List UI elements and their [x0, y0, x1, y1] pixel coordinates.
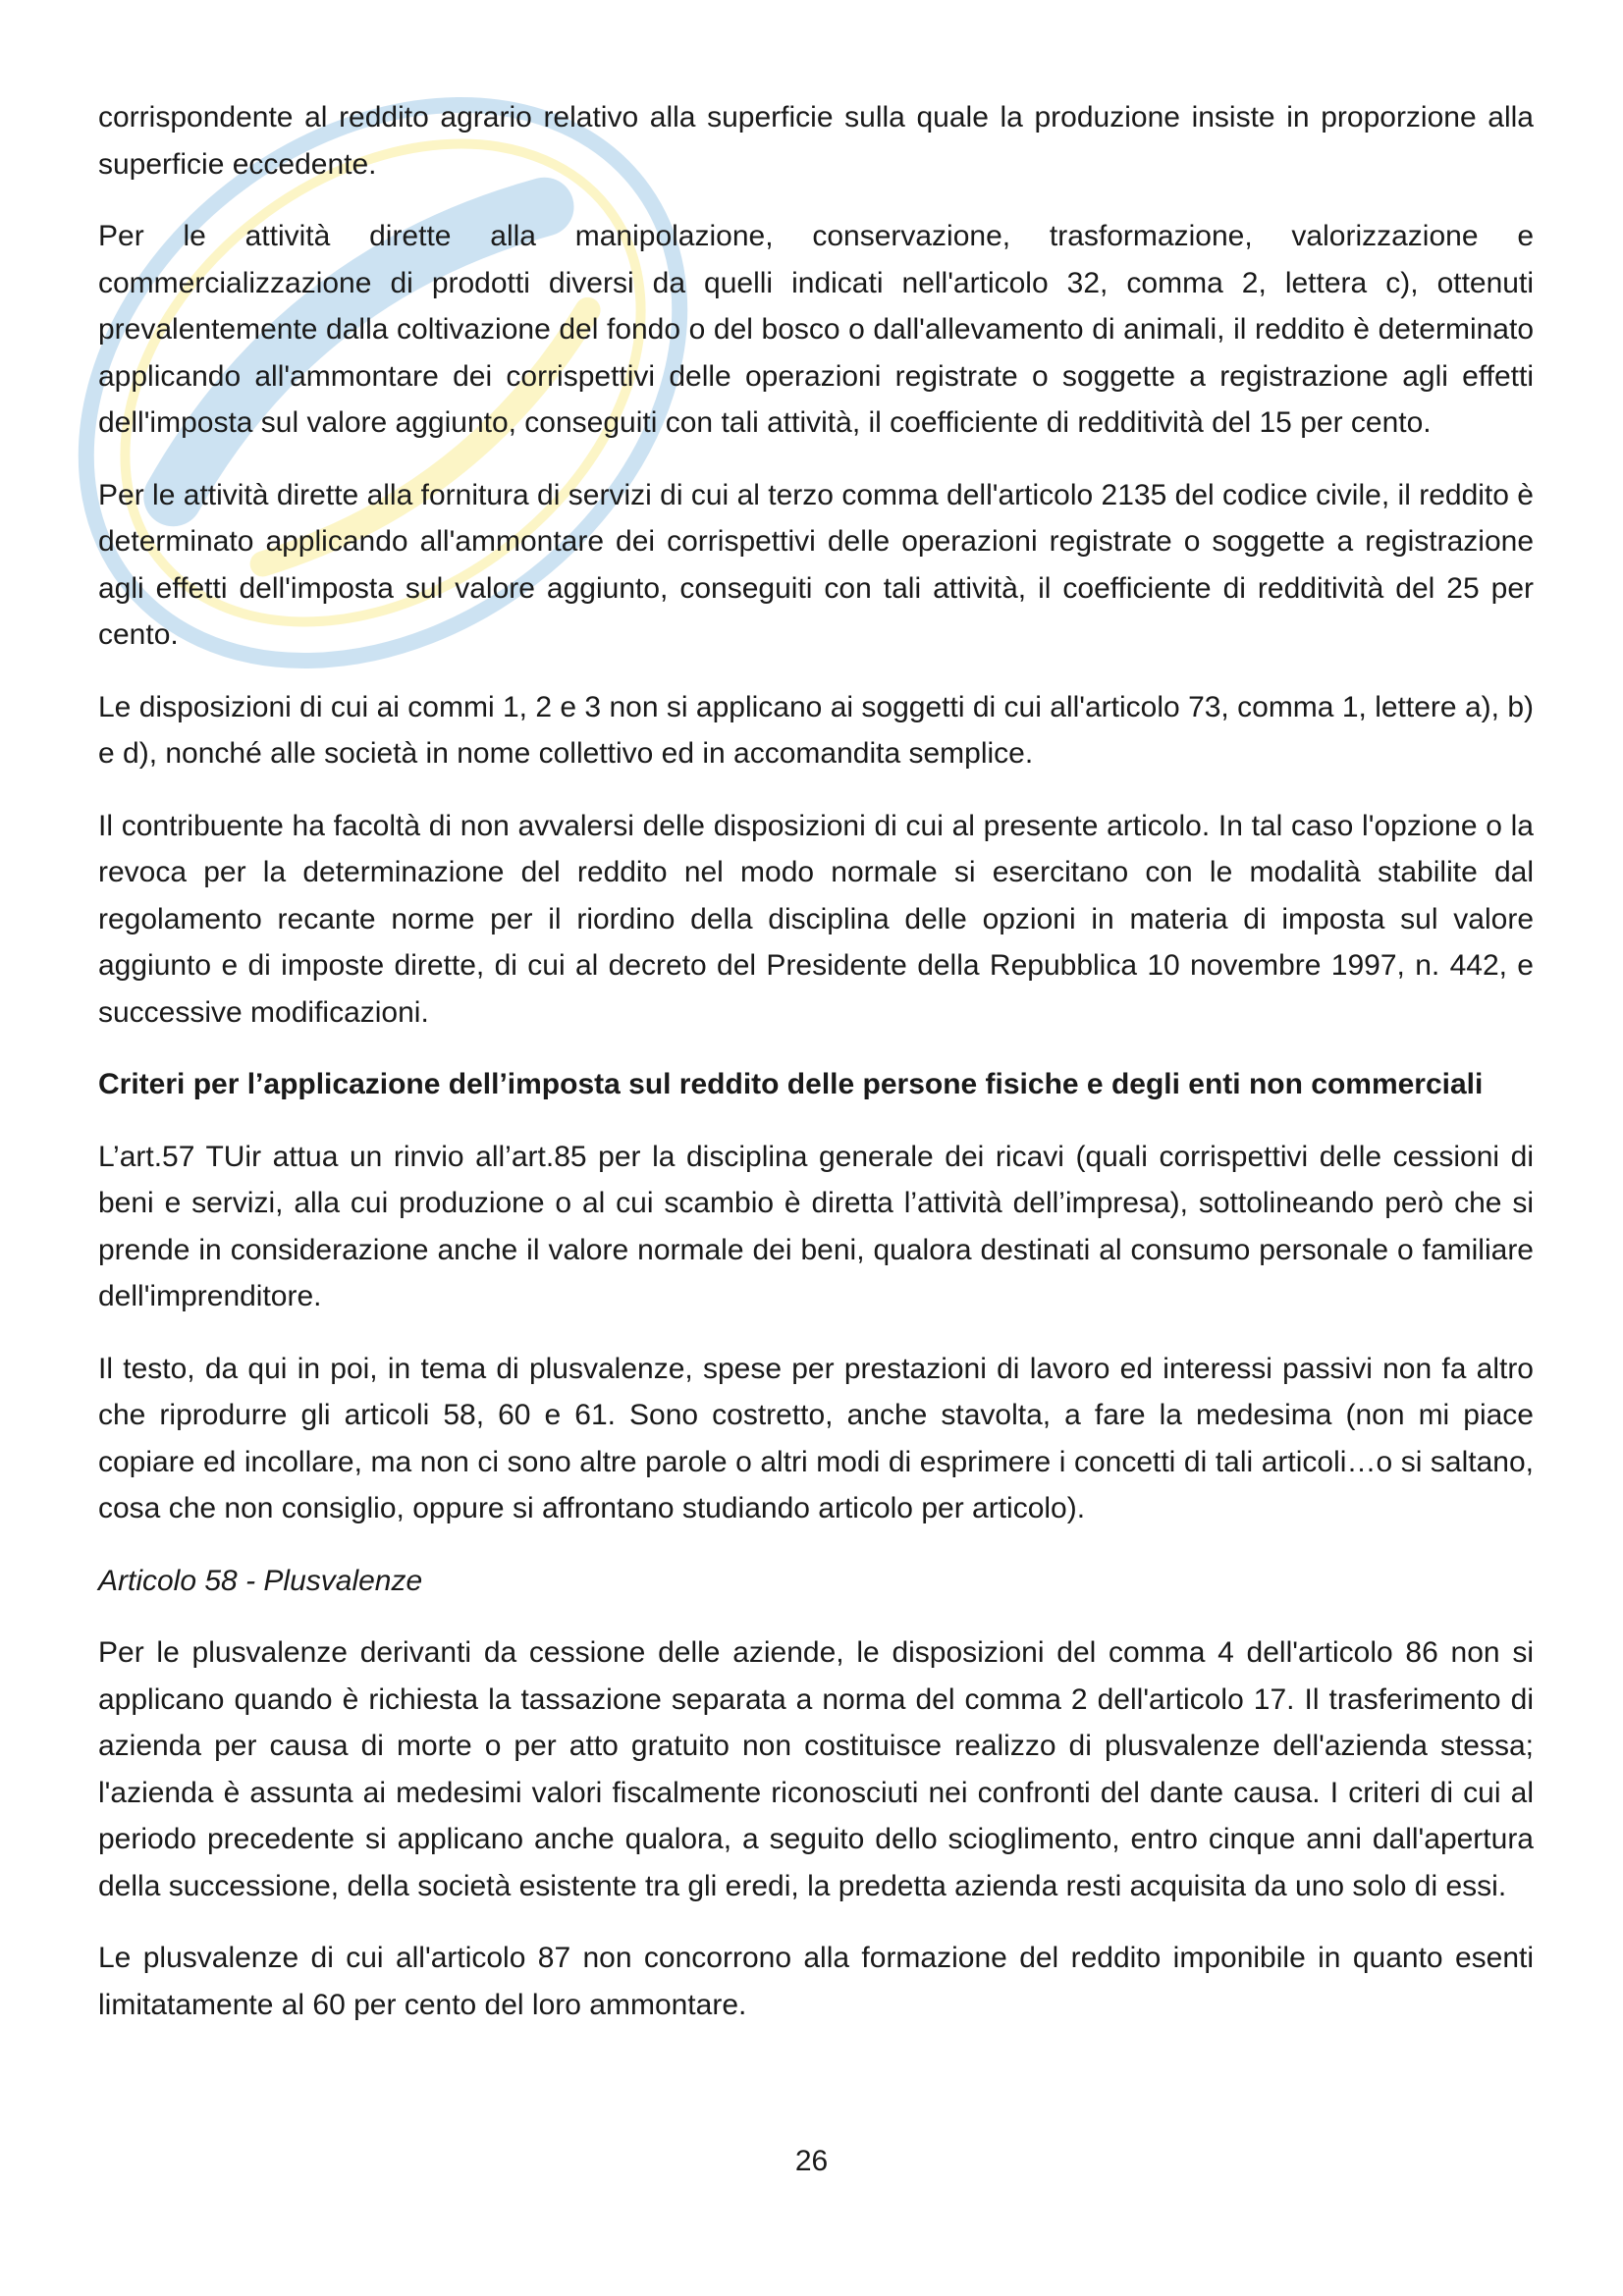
paragraph-facolta-contribuente: Il contribuente ha facoltà di non avvalersi delle disposizioni di cui al presente articolo. In tal caso l'opzione o la revoca per la determinazione del reddito nel modo normale si esercitano con le modalità stabilite dal regolamento recante norme per il riordino della disciplina delle opzioni in materia di imposta sul valore aggiunto e di imposte dirette, di cui al decreto del Presidente della Repubblica 10 novembre 1997, n. 442, e successive modificazioni.: [98, 809, 1534, 1029]
paragraph-reddito-agrario: corrispondente al reddito agrario relativo alla superficie sulla quale la produzione insiste in proporzione alla superficie eccedente.: [98, 101, 1534, 181]
paragraph-testo-plusvalenze: Il testo, da qui in poi, in tema di plusvalenze, spese per prestazioni di lavoro ed interessi passivi non fa altro che riprodurre gli articoli 58, 60 e 61. Sono costretto, anche stavolta, a fare la medesima (non mi piace copiare ed incollare, ma non ci sono altre parole o altri modi di esprimere i concetti di tali articoli…o si saltano, cosa che non consiglio, oppure si affrontano studiando articolo per articolo).: [98, 1352, 1534, 1524]
article-subheading: Articolo 58 - Plusvalenze: [98, 1564, 423, 1597]
paragraph-cessione-aziende: Per le plusvalenze derivanti da cessione delle aziende, le disposizioni del comma 4 dell'articolo 86 non si applicano quando è richiesta la tassazione separata a norma del comma 2 dell'articolo 17. Il trasferimento di azienda per causa di morte o per atto gratuito non costituisce realizzo di plusvalenze dell'azienda stessa; l'azienda è assunta ai medesimi valori fiscalmente riconosciuti nei confronti del dante causa. I criteri di cui al periodo precedente si applicano anche qualora, a seguito dello scioglimento, entro cinque anni dall'apertura della successione, della società esistente tra gli eredi, la predetta azienda resti acquisita da uno solo di essi.: [98, 1636, 1534, 1902]
page-number: 26: [794, 2145, 829, 2177]
paragraph-plusvalenze-art-87: Le plusvalenze di cui all'articolo 87 non concorrono alla formazione del reddito imponibile in quanto esenti limitatamente al 60 per cento del loro ammontare.: [98, 1942, 1534, 2021]
paragraph-manipolazione: Per le attività dirette alla manipolazione, conservazione, trasformazione, valorizzazione e commercializzazione di prodotti diversi da quelli indicati nell'articolo 32, comma 2, lettera c), ottenuti prevalentemente dalla coltivazione del fondo o del bosco o dall'allevamento di animali, il reddito è determinato applicando all'ammontare dei corrispettivi delle operazioni registrate o soggette a registrazione agli effetti dell'imposta sul valore aggiunto, conseguiti con tali attività, il coefficiente di redditività del 15 per cento.: [98, 220, 1534, 439]
paragraph-fornitura-servizi: Per le attività dirette alla fornitura di servizi di cui al terzo comma dell'articolo 2135 del codice civile, il reddito è determinato applicando all'ammontare dei corrispettivi delle operazioni registrate o soggette a registrazione agli effetti dell'imposta sul valore aggiunto, conseguiti con tali attività, il coefficiente di redditività del 25 per cento.: [98, 478, 1534, 651]
section-heading: Criteri per l’applicazione dell’imposta sul reddito delle persone fisiche e degli enti non commerciali: [98, 1068, 1484, 1100]
paragraph-disposizioni-commi: Le disposizioni di cui ai commi 1, 2 e 3 non si applicano ai soggetti di cui all'articolo 73, comma 1, lettere a), b) e d), nonché alle società in nome collettivo ed in accomandita semplice.: [98, 690, 1534, 770]
paragraph-art-57: L’art.57 TUir attua un rinvio all’art.85 per la disciplina generale dei ricavi (quali corrispettivi delle cessioni di beni e servizi, alla cui produzione o al cui scambio è diretta l’attività dell’impresa), sottolineando però che si prende in considerazione anche il valore normale dei beni, qualora destinati al consumo personale o familiare dell'imprenditore.: [98, 1140, 1534, 1312]
document-page: [98, 94, 1534, 2054]
